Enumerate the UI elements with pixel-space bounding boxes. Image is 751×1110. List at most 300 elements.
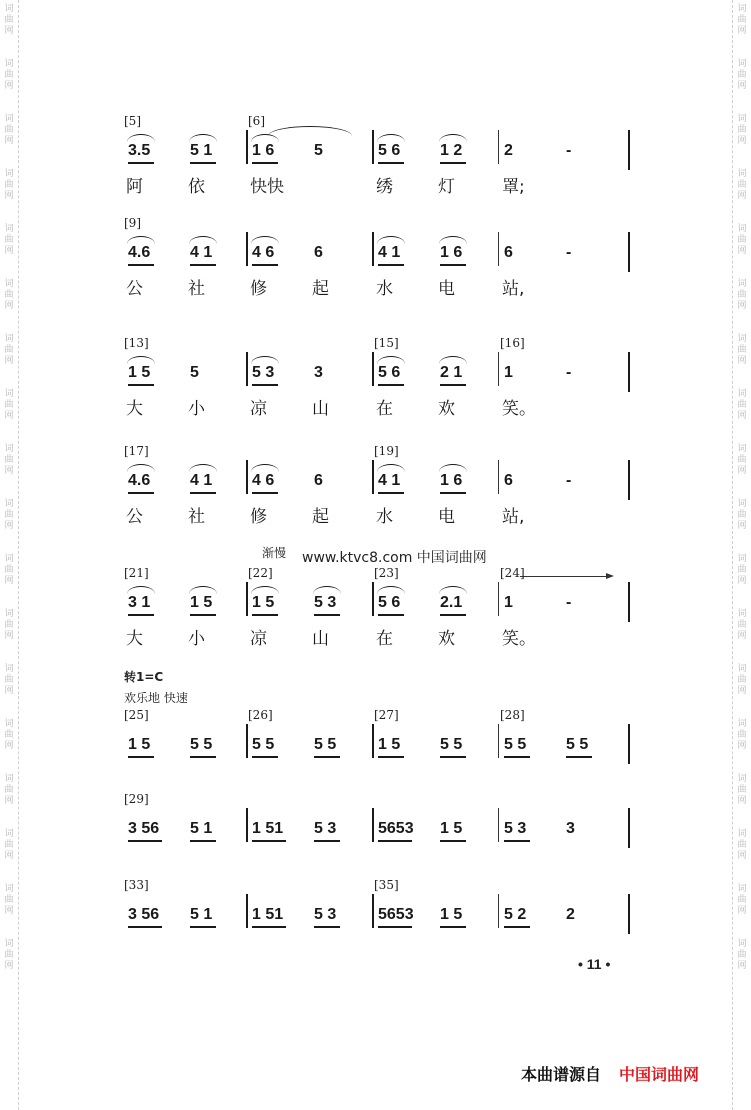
margin-watermark-char: 词 (4, 774, 14, 784)
barline (372, 460, 374, 494)
note-group: 5 5 (190, 736, 213, 753)
margin-watermark-char: 曲 (4, 950, 14, 960)
measure-number: [17] (124, 444, 149, 458)
note-group: - (566, 472, 572, 489)
measure-number: [28] (500, 708, 525, 722)
margin-watermark-char: 网 (4, 521, 14, 531)
note-group: 5 3 (314, 906, 337, 923)
margin-watermark-char: 词 (737, 59, 747, 69)
beam-underline (440, 614, 466, 616)
measure-number: [19] (374, 444, 399, 458)
note-group: 2 (566, 906, 575, 923)
margin-watermark-char: 网 (737, 686, 747, 696)
margin-watermark-char: 网 (737, 301, 747, 311)
beam-underline (378, 492, 404, 494)
margin-watermark-char: 网 (4, 906, 14, 916)
lyric-syllable: 大 (126, 399, 143, 419)
barline (498, 232, 499, 266)
margin-watermark-char: 网 (737, 356, 747, 366)
note-group: 3 (566, 820, 575, 837)
note-group: 5 5 (440, 736, 463, 753)
note-group: - (566, 364, 572, 381)
margin-watermark-char: 网 (4, 301, 14, 311)
beam-underline (252, 384, 278, 386)
barline (372, 130, 374, 164)
slur-arc (189, 464, 217, 472)
note-group: 2 1 (440, 364, 463, 381)
margin-watermark-char: 网 (4, 851, 14, 861)
margin-watermark-char: 词 (737, 554, 747, 564)
beam-underline (314, 840, 340, 842)
note-group: 1 2 (440, 142, 463, 159)
note-group: 5 3 (252, 364, 275, 381)
lyric-syllable: 灯 (438, 177, 455, 197)
barline (628, 130, 630, 170)
beam-underline (252, 756, 278, 758)
barline (246, 724, 248, 758)
slur-arc (251, 464, 279, 472)
lyric-syllable: 笑。 (502, 399, 536, 419)
beam-underline (378, 384, 404, 386)
note-group: - (566, 142, 572, 159)
note-group: 5653 (378, 820, 414, 837)
beam-underline (128, 926, 162, 928)
margin-watermark-char: 网 (4, 466, 14, 476)
beam-underline (128, 264, 154, 266)
beam-underline (504, 756, 530, 758)
margin-watermark-char: 词 (4, 499, 14, 509)
beam-underline (504, 840, 530, 842)
note-group: 1 5 (440, 820, 463, 837)
footer-source (521, 1062, 699, 1085)
margin-watermark-char: 网 (4, 191, 14, 201)
lyric-syllable: 阿 (126, 177, 143, 197)
margin-watermark-char: 曲 (4, 510, 14, 520)
measure-number: [16] (500, 336, 525, 350)
beam-underline (378, 756, 404, 758)
margin-watermark-char: 网 (4, 81, 14, 91)
lyric-syllable: 小 (188, 629, 205, 649)
note-group: 4.6 (128, 472, 151, 489)
margin-watermark-char: 网 (4, 741, 14, 751)
margin-watermark-char: 网 (737, 576, 747, 586)
slur-arc (377, 356, 405, 364)
note-group: 3.5 (128, 142, 151, 159)
beam-underline (252, 492, 278, 494)
margin-watermark-char: 词 (737, 829, 747, 839)
margin-watermark-char: 网 (737, 411, 747, 421)
lyric-syllable: 在 (376, 629, 393, 649)
margin-watermark-char: 曲 (737, 235, 747, 245)
beam-underline (128, 162, 154, 164)
note-group: 4 1 (190, 244, 213, 261)
measure-number: [26] (248, 708, 273, 722)
beam-underline (440, 162, 466, 164)
note-group: 2 (504, 142, 513, 159)
note-group: 1 6 (440, 472, 463, 489)
margin-watermark-char: 词 (737, 939, 747, 949)
margin-watermark-char: 曲 (4, 840, 14, 850)
margin-watermark-char: 网 (737, 246, 747, 256)
margin-watermark-char: 曲 (737, 620, 747, 630)
margin-watermark-char: 网 (4, 411, 14, 421)
slur-arc (127, 586, 155, 594)
margin-watermark-char: 网 (737, 81, 747, 91)
margin-watermark-char: 词 (737, 499, 747, 509)
note-group: 5 2 (504, 906, 527, 923)
lyric-syllable: 罩; (502, 177, 525, 197)
beam-underline (314, 756, 340, 758)
margin-watermark-char: 词 (737, 884, 747, 894)
margin-watermark-char: 网 (737, 466, 747, 476)
note-group: 5 5 (504, 736, 527, 753)
margin-watermark-char: 词 (737, 334, 747, 344)
beam-underline (190, 162, 216, 164)
slur-arc (127, 134, 155, 142)
margin-watermark-char: 曲 (737, 510, 747, 520)
note-group: 3 56 (128, 906, 160, 923)
margin-watermark-char: 网 (4, 961, 14, 971)
beam-underline (440, 756, 466, 758)
measure-number: [15] (374, 336, 399, 350)
margin-watermark-char: 词 (4, 334, 14, 344)
lyric-syllable: 绣 (376, 177, 393, 197)
lyric-syllable: 快快 (250, 177, 284, 197)
measure-number: [23] (374, 566, 399, 580)
beam-underline (252, 614, 278, 616)
margin-watermark-char: 曲 (4, 785, 14, 795)
tempo-mark: 欢乐地 快速 (124, 691, 188, 705)
note-group: 1 6 (440, 244, 463, 261)
margin-watermark-char: 词 (737, 444, 747, 454)
lyric-syllable: 电 (438, 279, 455, 299)
margin-watermark-char: 词 (4, 279, 14, 289)
measure-number: [35] (374, 878, 399, 892)
note-group: - (566, 244, 572, 261)
lyric-syllable: 山 (312, 629, 329, 649)
slur-arc (439, 134, 467, 142)
barline (628, 724, 630, 764)
tie-arc (268, 126, 352, 136)
note-group: 5 6 (378, 142, 401, 159)
note-group: 5 6 (378, 364, 401, 381)
beam-underline (504, 926, 530, 928)
note-group: 4.6 (128, 244, 151, 261)
margin-watermark-char: 网 (4, 26, 14, 36)
note-group: 1 5 (252, 594, 275, 611)
slur-arc (251, 356, 279, 364)
barline (372, 232, 374, 266)
barline (246, 808, 248, 842)
margin-watermark-char: 词 (4, 224, 14, 234)
slur-arc (189, 236, 217, 244)
margin-watermark-char: 网 (4, 686, 14, 696)
measure-number: [13] (124, 336, 149, 350)
note-group: 5 1 (190, 820, 213, 837)
lyric-syllable: 修 (250, 507, 267, 527)
margin-watermark-char: 词 (4, 664, 14, 674)
margin-watermark-char: 网 (4, 796, 14, 806)
margin-watermark-char: 曲 (4, 895, 14, 905)
note-group: 1 (504, 594, 513, 611)
slur-arc (439, 586, 467, 594)
note-group: 1 5 (128, 364, 151, 381)
note-group: 6 (504, 244, 513, 261)
margin-watermark-char: 词 (4, 59, 14, 69)
margin-watermark-char: 词 (737, 664, 747, 674)
measure-number: [6] (248, 114, 265, 128)
lyric-syllable: 公 (126, 279, 143, 299)
margin-watermark-char: 曲 (737, 400, 747, 410)
margin-watermark-char: 曲 (737, 950, 747, 960)
barline (498, 724, 499, 758)
lyric-syllable: 社 (188, 507, 205, 527)
barline (246, 352, 248, 386)
margin-watermark-char: 网 (737, 906, 747, 916)
lyric-syllable: 电 (438, 507, 455, 527)
note-group: 1 51 (252, 820, 284, 837)
barline (628, 460, 630, 500)
margin-watermark-char: 词 (737, 169, 747, 179)
lyric-syllable: 凉 (250, 399, 267, 419)
margin-watermark-char: 词 (4, 884, 14, 894)
measure-number: [24] (500, 566, 525, 580)
margin-watermark-char: 词 (4, 829, 14, 839)
slur-arc (313, 586, 341, 594)
note-group: 5 5 (566, 736, 589, 753)
slur-arc (189, 586, 217, 594)
beam-underline (566, 756, 592, 758)
margin-watermark-char: 词 (737, 224, 747, 234)
barline (498, 582, 499, 616)
lyric-syllable: 依 (188, 177, 205, 197)
footer-source-text: 本曲谱源自 (521, 1065, 602, 1084)
beam-underline (128, 840, 162, 842)
barline (628, 808, 630, 848)
beam-underline (190, 614, 216, 616)
note-group: 4 1 (190, 472, 213, 489)
slur-arc (189, 134, 217, 142)
margin-watermark-char: 曲 (737, 180, 747, 190)
beam-underline (252, 840, 286, 842)
measure-number: [27] (374, 708, 399, 722)
note-group: 4 6 (252, 244, 275, 261)
margin-watermark-char: 网 (4, 576, 14, 586)
note-group: - (566, 594, 572, 611)
margin-watermark-char: 曲 (737, 895, 747, 905)
beam-underline (128, 384, 154, 386)
note-group: 5 3 (314, 594, 337, 611)
note-group: 3 (314, 364, 323, 381)
beam-underline (440, 264, 466, 266)
margin-watermark-char: 词 (4, 554, 14, 564)
note-group: 6 (314, 472, 323, 489)
margin-watermark-char: 网 (4, 356, 14, 366)
slur-arc (377, 464, 405, 472)
margin-watermark-char: 网 (737, 631, 747, 641)
note-group: 5 (190, 364, 199, 381)
note-group: 6 (314, 244, 323, 261)
margin-watermark-char: 词 (737, 389, 747, 399)
margin-watermark-char: 曲 (737, 290, 747, 300)
lyric-syllable: 小 (188, 399, 205, 419)
beam-underline (252, 264, 278, 266)
note-group: 4 1 (378, 244, 401, 261)
slur-arc (377, 134, 405, 142)
lyric-syllable: 水 (376, 279, 393, 299)
measure-number: [22] (248, 566, 273, 580)
slur-arc (127, 236, 155, 244)
note-group: 5 5 (252, 736, 275, 753)
note-group: 5 1 (190, 142, 213, 159)
margin-watermark-char: 网 (737, 136, 747, 146)
beam-underline (190, 756, 216, 758)
margin-watermark-char: 曲 (4, 675, 14, 685)
margin-watermark-char: 曲 (737, 675, 747, 685)
beam-underline (128, 492, 154, 494)
beam-underline (378, 614, 404, 616)
footer-site-name: 中国词曲网 (619, 1065, 700, 1084)
ritardando-arrow-head (606, 573, 614, 579)
beam-underline (190, 492, 216, 494)
note-group: 5 1 (190, 906, 213, 923)
beam-underline (190, 264, 216, 266)
key-change-label: 转1=C (124, 670, 164, 684)
barline (372, 724, 374, 758)
beam-underline (314, 614, 340, 616)
lyric-syllable: 起 (312, 507, 329, 527)
margin-watermark-char: 词 (737, 609, 747, 619)
margin-watermark-char: 词 (737, 114, 747, 124)
note-group: 1 6 (252, 142, 275, 159)
margin-watermark-char: 网 (737, 741, 747, 751)
beam-underline (314, 926, 340, 928)
slur-arc (251, 236, 279, 244)
margin-watermark-char: 网 (4, 246, 14, 256)
margin-watermark-char: 曲 (4, 565, 14, 575)
measure-number: [5] (124, 114, 141, 128)
margin-watermark-char: 词 (737, 279, 747, 289)
note-group: 2.1 (440, 594, 463, 611)
margin-watermark-char: 曲 (4, 400, 14, 410)
barline (628, 582, 630, 622)
barline (628, 894, 630, 934)
barline (628, 352, 630, 392)
margin-watermark-char: 曲 (737, 345, 747, 355)
lyric-syllable: 修 (250, 279, 267, 299)
margin-watermark-char: 词 (4, 114, 14, 124)
beam-underline (190, 840, 216, 842)
measure-number: [9] (124, 216, 141, 230)
note-group: 3 56 (128, 820, 160, 837)
barline (246, 460, 248, 494)
beam-underline (252, 926, 286, 928)
margin-watermark-char: 曲 (737, 15, 747, 25)
beam-underline (440, 492, 466, 494)
slur-arc (127, 356, 155, 364)
barline (372, 582, 374, 616)
lyric-syllable: 在 (376, 399, 393, 419)
note-group: 1 5 (190, 594, 213, 611)
margin-watermark-char: 词 (4, 444, 14, 454)
margin-watermark-char: 曲 (4, 620, 14, 630)
margin-watermark-char: 曲 (737, 70, 747, 80)
ritardando-arrow-line (520, 576, 610, 577)
margin-watermark-char: 词 (4, 4, 14, 14)
barline (246, 130, 248, 164)
lyric-syllable: 起 (312, 279, 329, 299)
margin-watermark-char: 曲 (737, 125, 747, 135)
margin-watermark-char: 词 (737, 719, 747, 729)
margin-watermark-char: 曲 (737, 730, 747, 740)
barline (498, 130, 499, 164)
margin-watermark-char: 词 (4, 169, 14, 179)
note-group: 5 (314, 142, 323, 159)
note-group: 5653 (378, 906, 414, 923)
margin-watermark-char: 网 (4, 631, 14, 641)
beam-underline (378, 264, 404, 266)
measure-number: [29] (124, 792, 149, 806)
barline (372, 352, 374, 386)
margin-watermark-char: 词 (4, 939, 14, 949)
barline (628, 232, 630, 272)
margin-watermark-char: 词 (4, 719, 14, 729)
margin-watermark-char: 曲 (737, 565, 747, 575)
margin-watermark-char: 网 (737, 961, 747, 971)
slur-arc (439, 464, 467, 472)
barline (498, 460, 499, 494)
margin-watermark-char: 曲 (737, 840, 747, 850)
beam-underline (128, 614, 154, 616)
lyric-syllable: 山 (312, 399, 329, 419)
slur-arc (377, 586, 405, 594)
beam-underline (440, 384, 466, 386)
beam-underline (440, 926, 466, 928)
margin-watermark-char: 曲 (4, 290, 14, 300)
margin-watermark-char: 曲 (4, 730, 14, 740)
note-group: 4 6 (252, 472, 275, 489)
barline (498, 894, 499, 928)
note-group: 5 5 (314, 736, 337, 753)
margin-watermark-char: 网 (737, 521, 747, 531)
note-group: 1 5 (440, 906, 463, 923)
beam-underline (190, 926, 216, 928)
measure-number: [33] (124, 878, 149, 892)
barline (372, 894, 374, 928)
note-group: 1 51 (252, 906, 284, 923)
margin-watermark-char: 曲 (4, 455, 14, 465)
margin-watermark-char: 词 (737, 774, 747, 784)
note-group: 3 1 (128, 594, 151, 611)
barline (498, 808, 499, 842)
lyric-syllable: 欢 (438, 629, 455, 649)
note-group: 1 5 (378, 736, 401, 753)
margin-watermark-char: 曲 (737, 455, 747, 465)
note-group: 1 (504, 364, 513, 381)
margin-watermark-char: 曲 (4, 345, 14, 355)
note-group: 5 3 (504, 820, 527, 837)
lyric-syllable: 站, (502, 279, 525, 299)
barline (498, 352, 499, 386)
barline (372, 808, 374, 842)
note-group: 4 1 (378, 472, 401, 489)
lyric-syllable: 公 (126, 507, 143, 527)
beam-underline (378, 926, 412, 928)
margin-watermark-char: 曲 (4, 180, 14, 190)
margin-watermark-char: 词 (4, 609, 14, 619)
beam-underline (252, 162, 278, 164)
slur-arc (377, 236, 405, 244)
